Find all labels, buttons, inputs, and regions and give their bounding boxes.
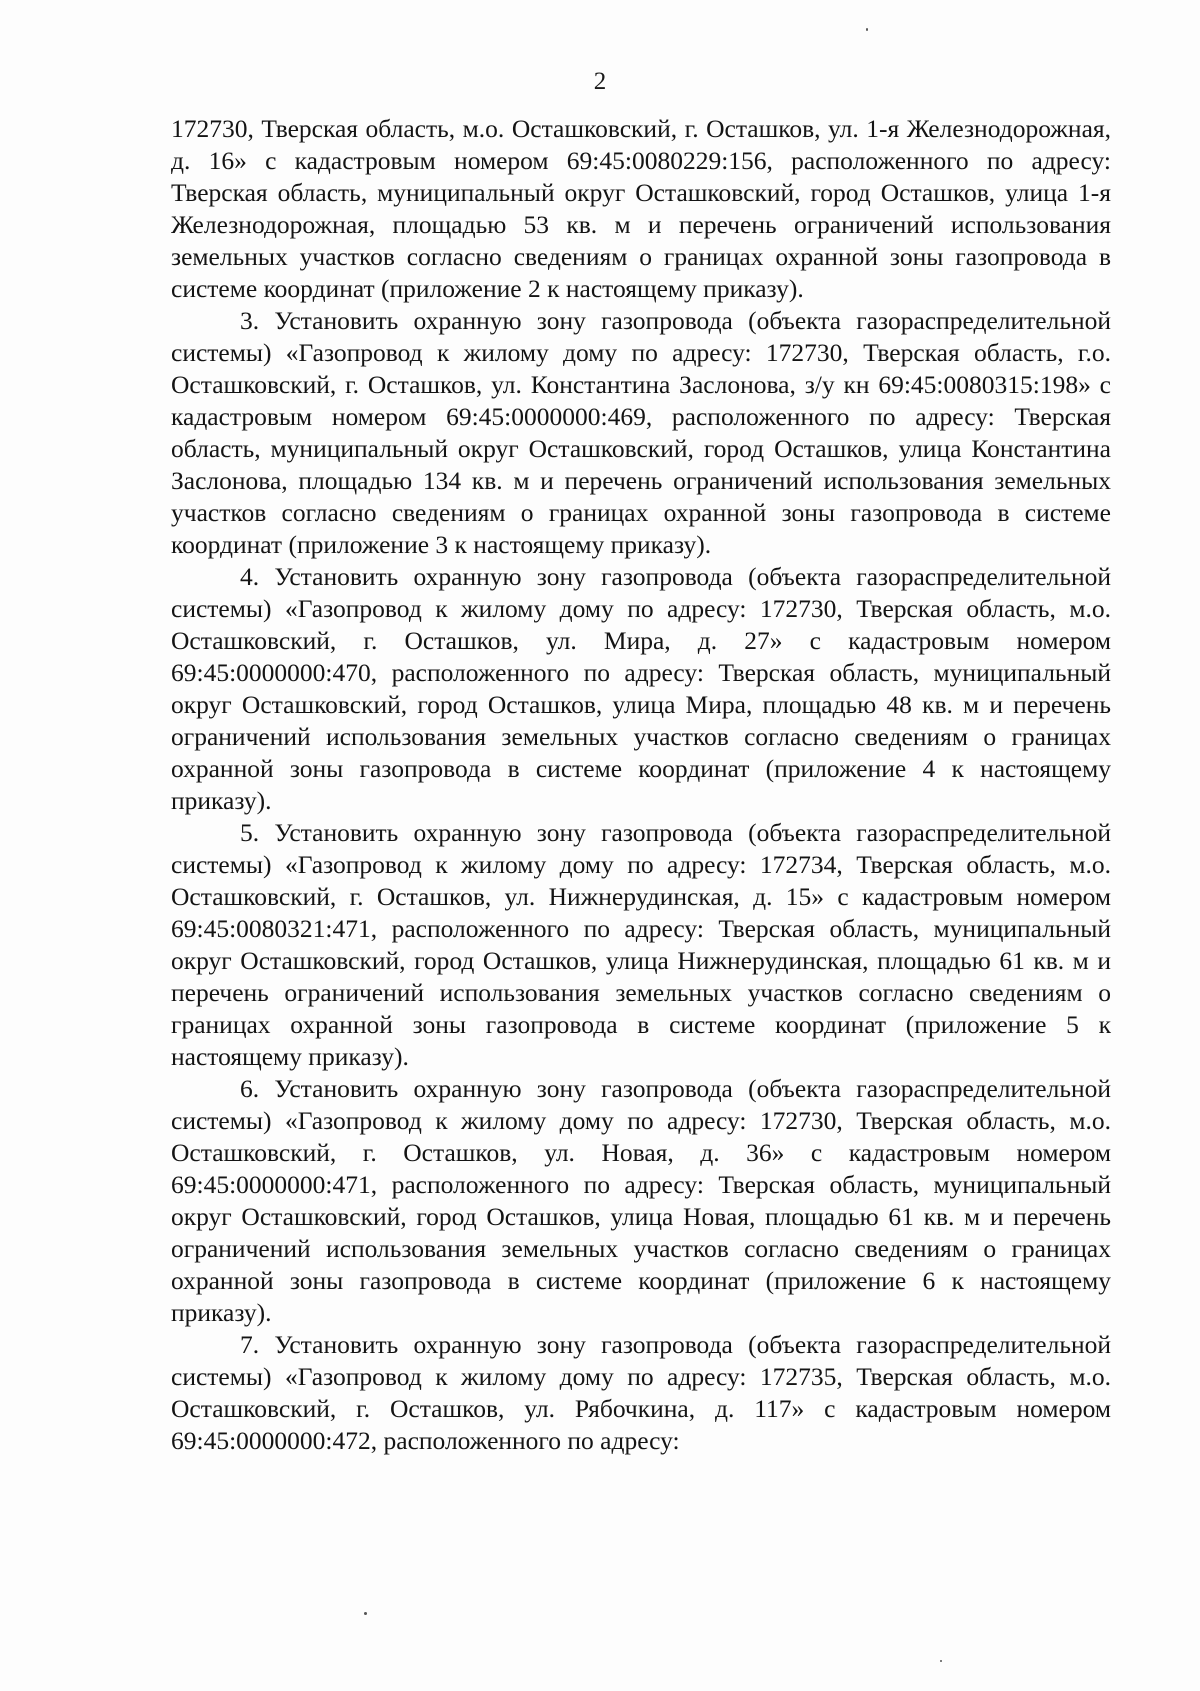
paragraph-item-4: 4. Установить охранную зону газопровода (объекта газораспределительной системы) «Газопровод к жилому дому по адресу: 172730, Тверская область, м.о. Осташковский, г. Осташков, ул. Мира, д. 27» с кадастровым номером 69:45:0000000:470, расположенного по адресу: Тверская область, муниципальный округ Осташковский, город Осташков, улица Мира, площадью 48 кв. м и перечень ограничений использования земельных участков согласно сведениям о границах охранной зоны газопровода в системе координат (приложение 4 к настоящему приказу).: [171, 562, 1111, 815]
scan-speck: [364, 1612, 367, 1615]
paragraph-continuation: 172730, Тверская область, м.о. Осташковский, г. Осташков, ул. 1-я Железнодорожная, д. 16» с кадастровым номером 69:45:0080229:156, расположенного по адресу: Тверская область, муниципальный округ Осташковский, город Осташков, улица 1-я Железнодорожная, площадью 53 кв. м и перечень ограничений использования земельных участков согласно сведениям о границах охранной зоны газопровода в системе координат (приложение 2 к настоящему приказу).: [171, 114, 1111, 303]
document-body: [171, 113, 1111, 1457]
paragraph-item-3: 3. Установить охранную зону газопровода (объекта газораспределительной системы) «Газопровод к жилому дому по адресу: 172730, Тверская область, г.о. Осташковский, г. Осташков, ул. Константина Заслонова, з/у кн 69:45:0080315:198» с кадастровым номером 69:45:0000000:469, расположенного по адресу: Тверская область, муниципальный округ Осташковский, город Осташков, улица Константина Заслонова, площадью 134 кв. м и перечень ограничений использования земельных участков согласно сведениям о границах охранной зоны газопровода в системе координат (приложение 3 к настоящему приказу).: [171, 306, 1111, 559]
scan-speck: [940, 1660, 942, 1662]
page-number: 2: [593, 68, 607, 95]
paragraph-item-7: 7. Установить охранную зону газопровода (объекта газораспределительной системы) «Газопровод к жилому дому по адресу: 172735, Тверская область, м.о. Осташковский, г. Осташков, ул. Рябочкина, д. 117» с кадастровым номером 69:45:0000000:472, расположенного по адресу:: [171, 1330, 1111, 1455]
paragraph-item-5: 5. Установить охранную зону газопровода (объекта газораспределительной системы) «Газопровод к жилому дому по адресу: 172734, Тверская область, м.о. Осташковский, г. Осташков, ул. Нижнерудинская, д. 15» с кадастровым номером 69:45:0080321:471, расположенного по адресу: Тверская область, муниципальный округ Осташковский, город Осташков, улица Нижнерудинская, площадью 61 кв. м и перечень ограничений использования земельных участков согласно сведениям о границах охранной зоны газопровода в системе координат (приложение 5 к настоящему приказу).: [171, 818, 1111, 1071]
scan-speck: [866, 28, 868, 31]
paragraph-item-6: 6. Установить охранную зону газопровода (объекта газораспределительной системы) «Газопровод к жилому дому по адресу: 172730, Тверская область, м.о. Осташковский, г. Осташков, ул. Новая, д. 36» с кадастровым номером 69:45:0000000:471, расположенного по адресу: Тверская область, муниципальный округ Осташковский, город Осташков, улица Новая, площадью 61 кв. м и перечень ограничений использования земельных участков согласно сведениям о границах охранной зоны газопровода в системе координат (приложение 6 к настоящему приказу).: [171, 1074, 1111, 1327]
